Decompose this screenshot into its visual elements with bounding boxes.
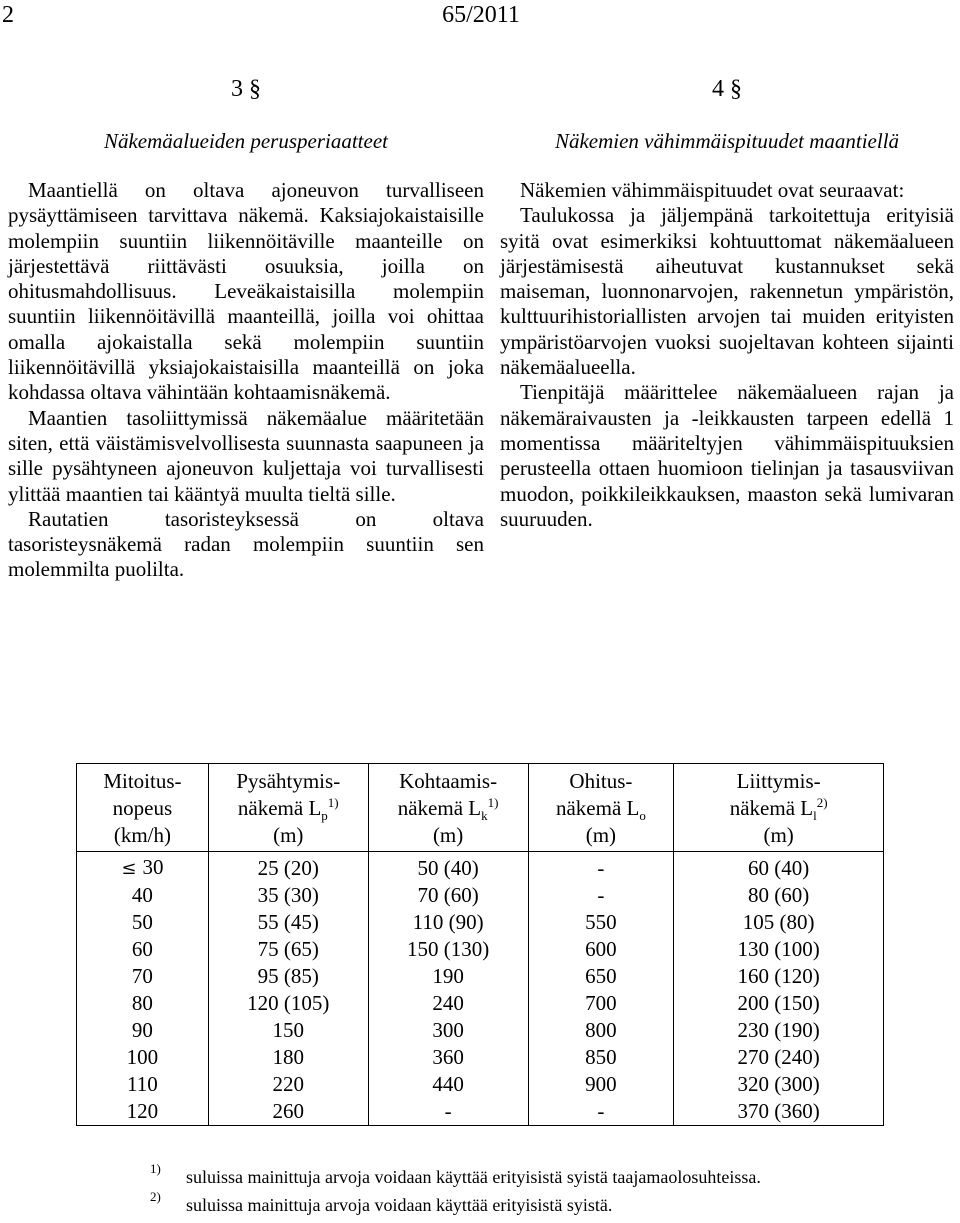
table-cell [208,1017,368,1044]
table-row [77,1044,884,1071]
table-cell-value: 70 [131,964,153,988]
table-cell [77,1098,209,1126]
table-cell [77,963,209,990]
table-cell-value: 150 (130) [406,937,490,961]
table-cell-value: 800 [585,1018,617,1042]
table-body [77,852,884,1126]
table-cell [528,963,674,990]
footnote-mark: 1) [150,1161,161,1176]
header-overtaking-line2: näkemä $L_o$ [528,795,674,822]
table-cell [528,936,674,963]
table-cell-value: 230 (190) [737,1018,820,1042]
table-row [77,963,884,990]
table-cell-value: 850 [585,1045,617,1069]
table-cell [368,1017,528,1044]
table-cell [528,1044,674,1071]
table-cell-value: 60 (40) [748,855,810,880]
table-cell [77,1017,209,1044]
sight-distance-table-wrapper [76,763,884,1126]
table-cell-value: 95 (85) [257,964,319,988]
table-cell [674,1071,884,1098]
table-cell [528,990,674,1017]
table-header-row-1 [77,764,884,796]
table-cell [528,882,674,909]
table-cell-value: 80 [131,991,153,1015]
section-4-paragraph-2: Taulukossa ja jäljempänä tarkoitettuja erityisiä syitä ovat esimerkiksi kohtuuttomat näkemäalueen järjestämisestä aiheutuvat kustannukset sekä maiseman, luonnonarvojen, rakennetun ympäristön, kulttuurihistoriallisten arvojen tai muiden erityisten ympäristöarvojen vuoksi suojeltavan kohteen sijainti näkemäalueella. [500,203,954,380]
table-cell [368,1071,528,1098]
table-cell [368,1098,528,1126]
table-cell-value: 900 [585,1072,617,1096]
table-cell-value: 90 [131,1018,153,1042]
table-cell [208,1044,368,1071]
table-row [77,852,884,883]
table-row [77,1098,884,1126]
table-row [77,909,884,936]
table-cell-value: 70 (60) [417,883,479,907]
sight-distance-table [76,763,884,1126]
table-cell-value: 240 [432,991,464,1015]
section-3-paragraph-1: Maantiellä on oltava ajoneuvon turvalliseen pysäyttämiseen tarvittava näkemä. Kaksiajokaistaisille molempiin suuntiin liikennöitäville maanteille on järjestettävä riittävästi osuuksia, joilla on ohitusmahdollisuus. Leveäkaistaisilla molempiin suuntiin liikennöitävillä maanteillä, joilla voi ohittaa omalla ajokaistalla sekä molempiin suuntiin liikennöitävillä yksiajokaistaisilla maanteillä on joka kohdassa oltava vähintään kohtaamisnäkemä. [8,178,484,405]
table-cell [674,936,884,963]
header-junction-line1: Liittymis- [674,764,884,796]
table-cell-value: 50 [131,910,153,934]
header-meeting-unit: (m) [368,822,528,852]
table-cell [77,909,209,936]
table-cell-value: 25 (20) [257,855,319,880]
table-cell [368,882,528,909]
document-reference: 65/2011 [442,2,520,28]
less-or-equal-symbol: ≤ [121,858,137,879]
table-cell [528,909,674,936]
table-row [77,882,884,909]
table-cell-value: 75 (65) [257,937,319,961]
table-cell [77,1071,209,1098]
table-cell-value: 120 [126,1099,159,1123]
table-cell [674,1017,884,1044]
footnotes [150,1163,761,1219]
header-overtaking-line1: Ohitus- [528,764,674,796]
page-number: 2 [2,2,14,28]
table-cell [368,936,528,963]
table-cell-value: 650 [585,964,617,988]
table-cell [208,882,368,909]
table-cell-value: 50 (40) [417,855,479,880]
table-cell-value: 200 (150) [737,991,820,1015]
table-header-row-3 [77,822,884,852]
table-cell-value: 700 [585,991,617,1015]
table-cell [208,1071,368,1098]
table-cell-value: 270 (240) [737,1045,820,1069]
header-meeting-line2: näkemä $L_k^{1)}$ [368,795,528,822]
table-cell [674,1098,884,1126]
table-cell [528,1017,674,1044]
table-cell [368,909,528,936]
table-cell-value: - [597,883,605,907]
table-cell [208,990,368,1017]
header-junction-line2: näkemä $L_l^{2)}$ [674,795,884,822]
table-cell-value: 110 (90) [412,910,484,934]
right-column [500,74,954,532]
section-title-3: Näkemäalueiden perusperiaatteet [103,129,388,153]
section-3-paragraph-2: Maantien tasoliittymissä näkemäalue määritetään siten, että väistämisvelvollisesta suunnasta saapuneen ja sille pysähtyneen ajoneuvon kuljettaja voi turvallisesti ylittää maantien tai kääntyä muulta tieltä sille. [8,405,484,506]
table-cell-value: 440 [432,1072,464,1096]
table-cell [674,852,884,883]
table-cell [674,963,884,990]
table-cell [528,1071,674,1098]
table-cell-value: 220 [272,1072,305,1096]
header-design-speed-unit: (km/h) [77,822,209,852]
table-header-row-2 [77,795,884,822]
table-cell-value: 35 (30) [257,883,319,907]
table-cell [208,909,368,936]
table-cell-value: - [597,1099,605,1123]
table-cell [368,963,528,990]
table-cell-value: 55 (45) [257,910,319,934]
footnote-text: suluissa mainittuja arvoja voidaan käyttää erityisistä syistä taajamaolosuhteissa. [186,1167,761,1187]
table-cell-value: 120 (105) [247,991,330,1015]
table-cell-value: 130 (100) [737,937,820,961]
section-4-paragraph-1: Näkemien vähimmäispituudet ovat seuraavat: [520,178,905,202]
table-cell [77,990,209,1017]
header-design-speed-line2: nopeus [77,795,209,822]
table-cell [208,1098,368,1126]
table-cell [368,990,528,1017]
section-4-paragraph-3: Tienpitäjä määrittelee näkemäalueen rajan ja näkemäraivausten ja -leikkausten tarpeen edellä 1 momentissa määriteltyjen vähimmäispituuksien perusteella ottaen huomioon tielinjan ja tasausviivan muodon, poikkileikkauksen, maaston sekä lumivaran suuruuden. [500,380,954,531]
table-cell-value: 370 (360) [737,1099,820,1123]
header-overtaking-unit: (m) [528,822,674,852]
table-cell-value: 160 (120) [737,964,820,988]
section-number-4: 4 § [712,76,742,102]
table-cell [77,852,209,883]
footnote-1 [150,1163,761,1191]
left-column [8,74,484,583]
table-cell-value: 110 [127,1072,158,1096]
table-cell [674,882,884,909]
table-cell-value: 40 [131,883,153,907]
table-cell-value: 100 [126,1045,159,1069]
header-meeting-line1: Kohtaamis- [368,764,528,796]
table-cell [77,882,209,909]
header-stopping-line2: näkemä $L_p^{1)}$ [208,795,368,822]
table-cell-value: 30 [142,855,164,879]
table-cell [208,852,368,883]
table-cell-value: 600 [585,937,617,961]
table-cell-value: 80 (60) [748,883,810,907]
section-3-paragraph-3: Rautatien tasoristeyksessä on oltava tasoristeysnäkemä radan molempiin suuntiin sen molemmilta puolilta. [8,506,484,582]
table-cell [208,936,368,963]
table-cell [674,909,884,936]
table-cell-value: 260 [272,1099,305,1123]
header-junction-unit: (m) [674,822,884,852]
header-stopping-line1: Pysähtymis- [208,764,368,796]
table-cell [208,963,368,990]
table-cell-value: 300 [432,1018,464,1042]
table-cell-value: 360 [432,1045,464,1069]
table-row [77,936,884,963]
table-cell-value: - [444,1099,452,1123]
footnote-mark: 2) [150,1189,161,1204]
table-cell-value: 180 [272,1045,305,1069]
footnote-2 [150,1191,761,1219]
table-cell-value: 550 [585,910,617,934]
table-cell-value: 320 (300) [737,1072,820,1096]
table-cell-value: 150 [272,1018,305,1042]
table-cell [674,1044,884,1071]
table-cell-value: - [597,855,605,880]
section-title-4: Näkemien vähimmäispituudet maantiellä [554,129,900,153]
table-cell-value: 190 [432,964,464,988]
table-row [77,1071,884,1098]
table-cell [368,852,528,883]
table-cell [77,1044,209,1071]
table-cell-value: 105 (80) [742,910,815,934]
table-cell [528,852,674,883]
header-design-speed-line1: Mitoitus- [77,764,209,796]
table-row [77,1017,884,1044]
table-row [77,990,884,1017]
footnote-text: suluissa mainittuja arvoja voidaan käyttää erityisistä syistä. [186,1195,613,1215]
table-cell [674,990,884,1017]
table-cell [77,936,209,963]
header-stopping-unit: (m) [208,822,368,852]
table-cell [368,1044,528,1071]
table-cell-value: 60 [131,937,153,961]
table-cell [528,1098,674,1126]
section-number-3: 3 § [231,76,261,102]
